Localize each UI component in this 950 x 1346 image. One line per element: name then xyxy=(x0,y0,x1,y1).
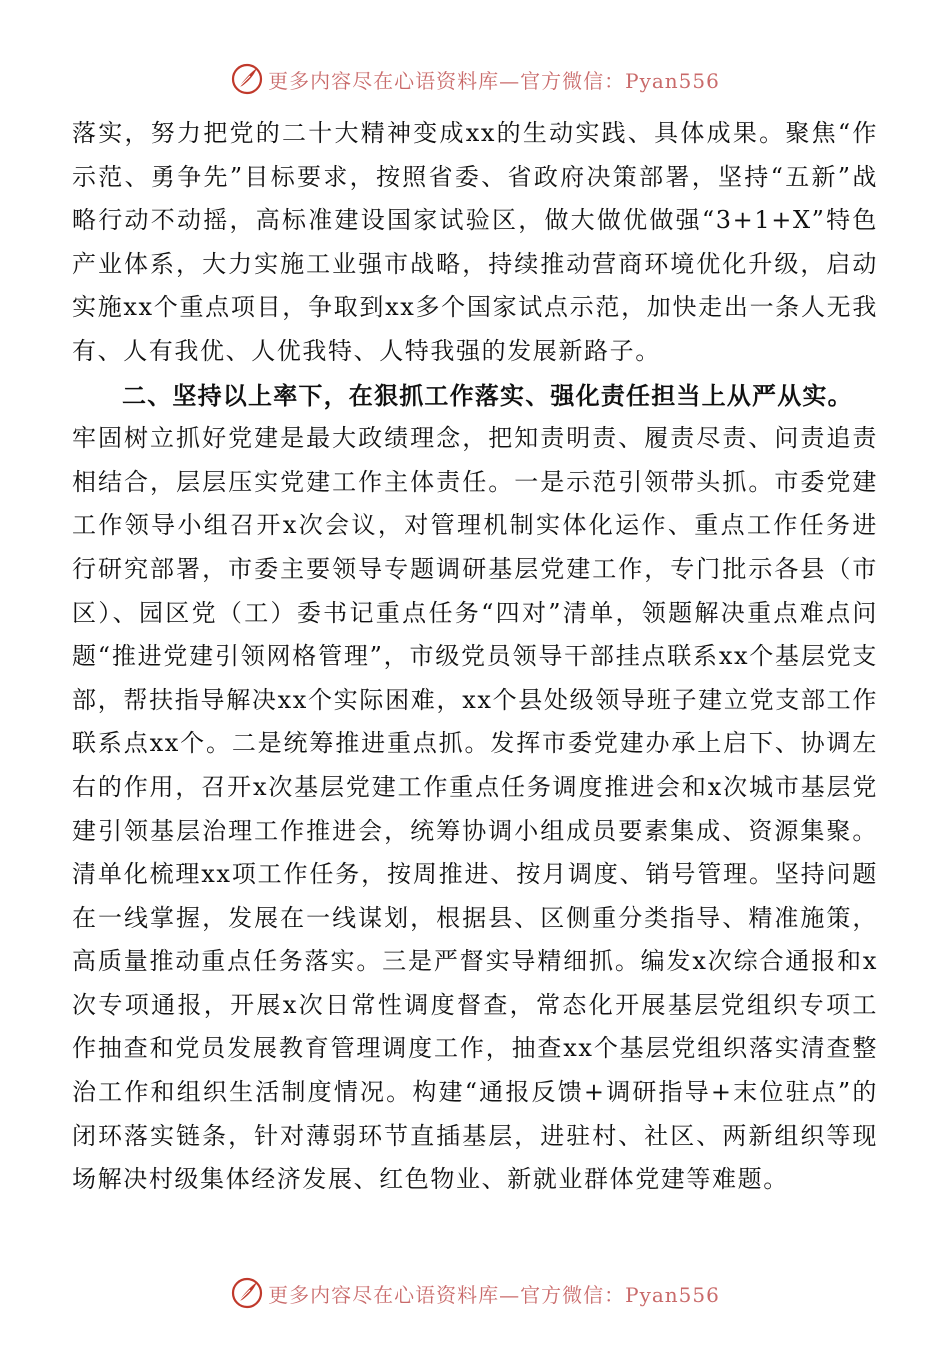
watermark-text: 更多内容尽在心语资料库—官方微信：Pyan556 xyxy=(268,68,720,93)
paragraph-intro: 落实，努力把党的二十大精神变成xx的生动实践、具体成果。聚焦“作示范、勇争先”目标要求，按照省委、省政府决策部署，坚持“五新”战略行动不动摇，高标准建设国家试验区，做大做优做强“3+1+X”特色产业体系，大力实施工业强市战略，持续推动营商环境优化升级，启动实施xx个重点项目，争取到xx多个国家试点示范，加快走出一条人无我有、人有我优、人优我特、人特我强的发展新路子。 xyxy=(72,119,878,365)
pen-feather-icon xyxy=(230,1276,264,1310)
paragraph-body: 牢固树立抓好党建是最大政绩理念，把知责明责、履责尽责、问责追责相结合，层层压实党建工作主体责任。一是示范引领带头抓。市委党建工作领导小组召开x次会议，对管理机制实体化运作、重点工作任务进行研究部署，市委主要领导专题调研基层党建工作，专门批示各县（市区）、园区党（工）委书记重点任务“四对”清单，领题解决重点难点问题“推进党建引领网格管理”，市级党员领导干部挂点联系xx个基层党支部，帮扶指导解决xx个实际困难，xx个县处级领导班子建立党支部工作联系点xx个。二是统筹推进重点抓。发挥市委党建办承上启下、协调左右的作用，召开x次基层党建工作重点任务调度推进会和x次城市基层党建引领基层治理工作推进会，统筹协调小组成员要素集成、资源集聚。清单化梳理xx项工作任务，按周推进、按月调度、销号管理。坚持问题在一线掌握，发展在一线谋划，根据县、区侧重分类指导、精准施策，高质量推动重点任务落实。三是严督实导精细抓。编发x次综合通报和x次专项通报，开展x次日常性调度督查，常态化开展基层党组织专项工作抽查和党员发展教育管理调度工作，抽查xx个基层党组织落实清查整治工作和组织生活制度情况。构建“通报反馈+调研指导+末位驻点”的闭环落实链条，针对薄弱环节直插基层，进驻村、社区、两新组织等现场解决村级集体经济发展、红色物业、新就业群体党建等难题。 xyxy=(72,424,878,1194)
watermark-header xyxy=(0,62,950,96)
watermark-text: 更多内容尽在心语资料库—官方微信：Pyan556 xyxy=(268,1282,720,1307)
section-heading: 二、坚持以上率下，在狠抓工作落实、强化责任担当上从严从实。 xyxy=(122,380,853,410)
watermark-footer xyxy=(0,1276,950,1310)
pen-feather-icon xyxy=(230,62,264,96)
document-body xyxy=(72,112,878,1202)
